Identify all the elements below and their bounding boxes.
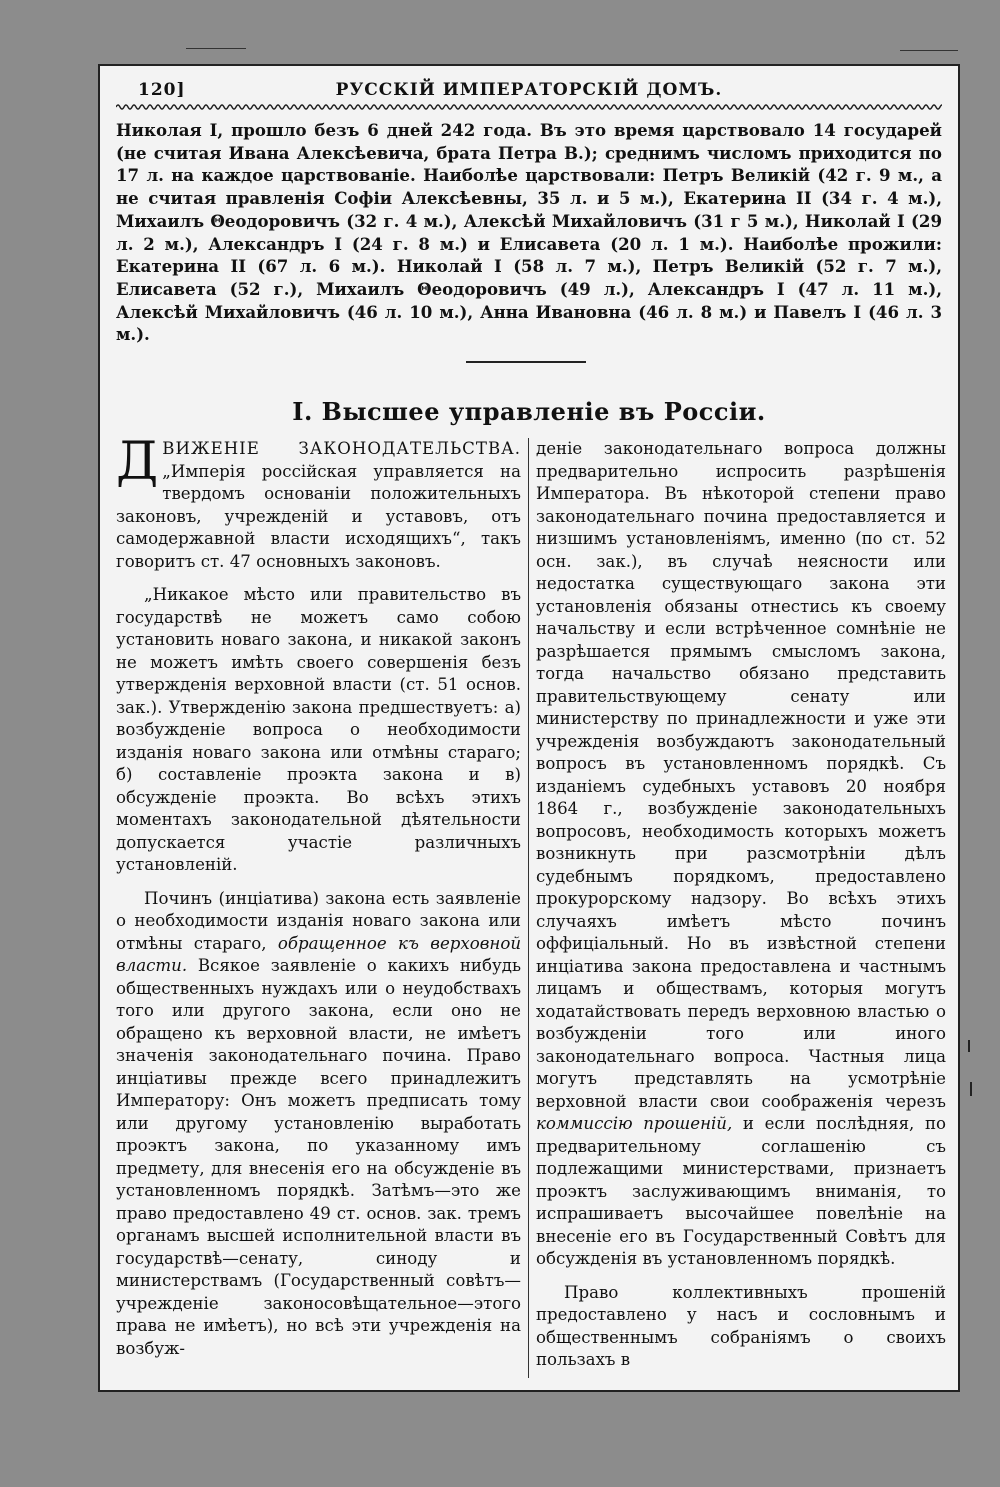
bottom-rule	[100, 1390, 958, 1392]
lead-heading: ВИЖЕНІЕ ЗАКОНОДАТЕЛЬСТВА.	[162, 439, 521, 458]
section-separator	[466, 361, 586, 363]
section-title: I. Высшее управленіе въ Россіи.	[292, 397, 766, 426]
column-divider	[528, 438, 529, 1378]
top-fold-line-right	[900, 50, 958, 51]
top-rule	[100, 64, 958, 66]
left-column	[116, 432, 522, 1371]
margin-mark	[968, 1040, 970, 1052]
paragraph-text: Починъ (инціатива) закона есть заявленіе о необходимости изданія новаго закона или отмѣны стараго,	[116, 888, 521, 953]
paragraph-text: Всякое заявленіе о какихъ нибудь общественныхъ нуждахъ или о неудобствахъ того или другого закона, если оно не обращено къ верховной власти, не имѣетъ значенія законодательнаго почина. Право инціативы прежде всего принадлежитъ Императору: Онъ можетъ предписать тому или другому установленію выработать проэктъ закона, по указанному имъ предмету, для внесенія его на обсужденіе въ установленномъ порядкѣ. Затѣмъ—это же право предоставлено 49 ст. основ. зак. тремъ органамъ высшей исполнительной власти въ государствѣ—сенату, синоду и министерствамъ (Государственный совѣтъ—учрежденіе законосовѣщательное—этого права не имѣетъ), но всѣ эти учрежденія на возбуж-	[116, 956, 521, 1358]
paragraph-text: деніе законодательнаго вопроса должны предварительно испросить разрѣшенія Императора. Въ нѣкоторой степени право законодательнаго почина предоставляется и низшимъ установленіямъ, именно (по ст. 52 осн. зак.), въ случаѣ неясности или недостатка существующаго закона эти установленія обязаны отнестись къ своему начальству и если встрѣченное сомнѣніе не разрѣшается прямымъ смысломъ закона, тогда начальство обязано представить правительствующему сенату или министерству по принадлежности и уже эти учрежденія возбуждаютъ законодательный вопросъ въ установленномъ порядкѣ. Съ изданіемъ судебныхъ уставовъ 20 ноября 1864 г., возбужденіе законодательныхъ вопросовъ, необходимость которыхъ можетъ возникнуть при разсмотрѣніи дѣлъ судебнымъ порядкомъ, предоставлено прокурорскому надзору. Во всѣхъ этихъ случаяхъ имѣетъ мѣсто починъ оффиціальный. Но въ извѣстной степени инціатива закона предоставлена и частнымъ лицамъ и обществамъ, которыя могутъ ходатайствовать передъ верховною властью о возбужденіи того или иного законодательнаго вопроса. Частныя лица могутъ представлять на усмотрѣніе верховной власти свои соображенія черезъ	[536, 439, 946, 1111]
paragraph-text: „Имперія россійская управляется на твердомъ основаніи положительныхъ законовъ, учрежденій и уставовъ, отъ самодержавной власти исходящихъ“, такъ говоритъ ст. 47 основныхъ законовъ.	[116, 461, 521, 571]
paragraph: „Никакое мѣсто или правительство въ государствѣ не можетъ само собою установить новаго закона, и никакой законъ не можетъ имѣть своего совершенія безъ утвержденія верховной власти (ст. 51 основ. зак.). Утвержденію закона предшествуетъ: а) возбужденіе вопроса о необходимости изданія новаго закона или отмѣны стараго; б) составленіе проэкта закона и в) обсужденіе проэкта. Во всѣхъ этихъ моментахъ законодательной дѣятельности допускается участіе различныхъ установленій.	[116, 585, 521, 874]
wavy-ornament-rule	[116, 102, 942, 112]
right-column	[536, 438, 946, 1383]
paragraph	[116, 888, 521, 1361]
intro-paragraph: Николая I, прошло безъ 6 дней 242 года. Въ это время царствовало 14 государей (не считая Ивана Алексѣевича, брата Петра В.); среднимъ числомъ приходится по 17 л. на каждое царствованіе. Наиболѣе царствовали: Петръ Великій (42 г. 9 м., а не считая правленія Софіи Алексѣевны, 35 л. и 5 м.), Екатерина II (34 г. 4 м.), Михаилъ Θеодоровичъ (32 г. 4 м.), Алексѣй Михайловичъ (31 г 5 м.), Николай I (29 л. 2 м.), Александръ I (24 г. 8 м.) и Елисавета (20 л. 1 м.). Наиболѣе прожили: Екатерина II (67 л. 6 м.). Николай I (58 л. 7 м.), Петръ Великій (52 г. 7 м.), Елисавета (52 г.), Михаилъ Θеодоровичъ (49 л.), Александръ I (47 л. 11 м.), Алексѣй Михайловичъ (46 л. 10 м.), Анна Ивановна (46 л. 8 м.) и Павелъ I (46 л. 3 м.).	[116, 120, 942, 345]
book-page	[98, 64, 960, 1392]
italic-phrase: коммиссію прошеній,	[536, 1114, 733, 1133]
italic-phrase: обращенное къ верховной власти.	[116, 933, 522, 975]
drop-cap: Д	[116, 432, 159, 492]
margin-mark	[970, 1082, 972, 1096]
page-number: 120]	[138, 80, 186, 100]
running-title: РУССКІЙ ИМПЕРАТОРСКІЙ ДОМЪ.	[335, 80, 723, 100]
paragraph-text: и если послѣдняя, по предварительному соглашенію съ подлежащими министерствами, признаетъ проэктъ заслуживающимъ вниманія, то испрашиваетъ высочайшее повелѣніе на внесеніе его въ Государственный Совѣтъ для обсужденія въ установленномъ порядкѣ.	[536, 1114, 947, 1268]
paragraph: Право коллективныхъ прошеній предоставлено у насъ и сословнымъ и общественнымъ собраніямъ о своихъ пользахъ в	[536, 1282, 946, 1369]
paragraph	[536, 438, 946, 1271]
paragraph	[116, 432, 521, 573]
top-fold-line-left	[186, 48, 246, 49]
